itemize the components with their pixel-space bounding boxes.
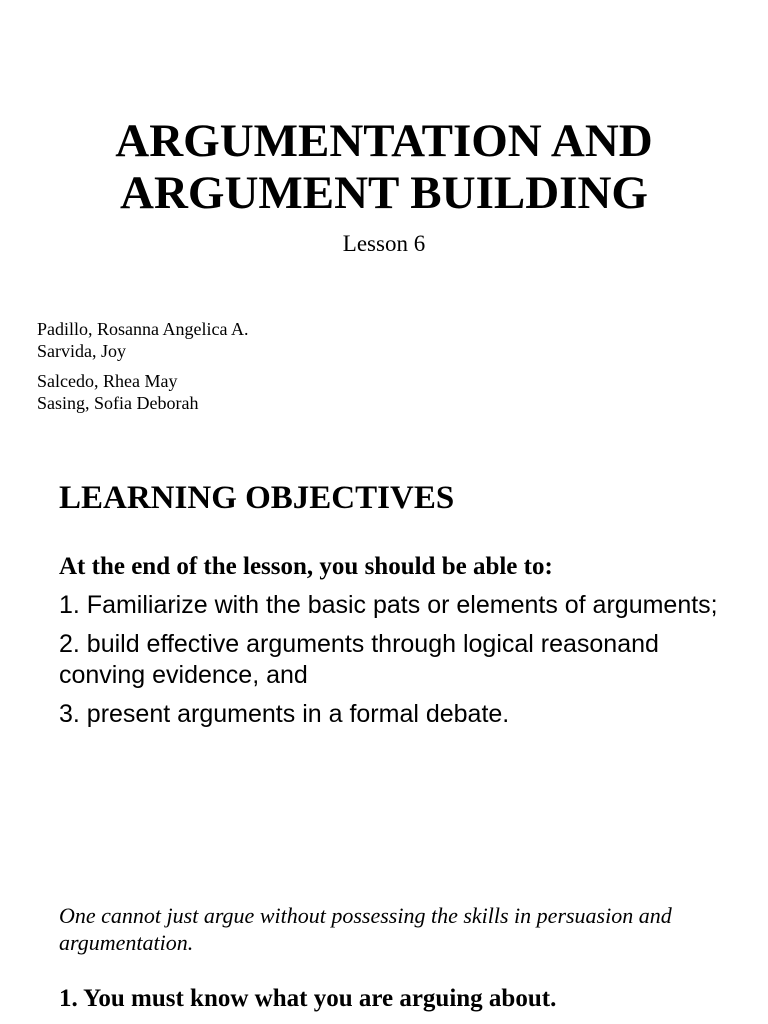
objectives-heading: LEARNING OBJECTIVES [59,480,455,516]
lesson-label: Lesson 6 [342,231,426,256]
objective-item: 3. present arguments in a formal debate. [59,700,510,728]
objectives-intro: At the end of the lesson, you should be able to: [59,553,553,580]
author-name: Salcedo, Rhea May [37,371,178,391]
author-name: Sarvida, Joy [37,341,126,361]
title-line-2: ARGUMENT BUILDING [120,167,648,219]
author-name: Sasing, Sofia Deborah [37,393,199,413]
objective-item: 1. Familiarize with the basic pats or elements of arguments; [59,591,718,619]
objectives-list [59,590,739,738]
author-group-2 [37,370,248,414]
point-heading-1: 1. You must know what you are arguing about. [59,985,557,1012]
authors-block [37,318,248,422]
author-group-1 [37,318,248,362]
author-name: Padillo, Rosanna Angelica A. [37,319,249,339]
title-line-1: ARGUMENTATION AND [115,115,653,167]
intro-quote: One cannot just argue without possessing the skills in persuasion and argumentation. [59,903,672,955]
objective-item: 2. build effective arguments through logical reasonand conving evidence, and [59,630,659,689]
document-title [0,115,768,219]
